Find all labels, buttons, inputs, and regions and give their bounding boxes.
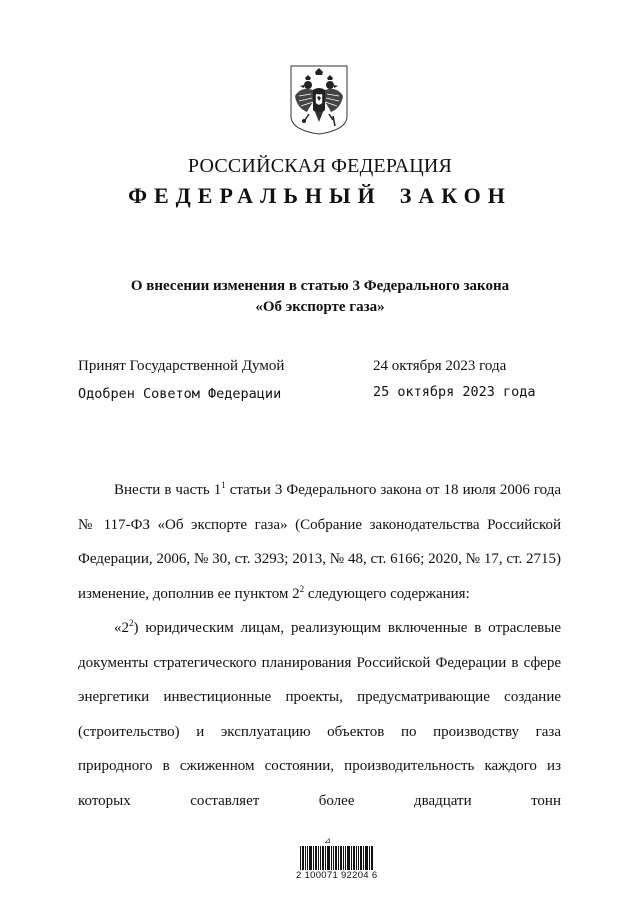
country-name: РОССИЙСКАЯ ФЕДЕРАЦИЯ [187,155,453,177]
coat-of-arms-emblem [287,64,351,136]
law-body [78,473,561,818]
law-title-line1: О внесении изменения в статью 3 Федерального закона [130,278,510,294]
document-type [0,183,640,209]
document-type-word1: ФЕДЕРАЛЬНЫЙ [128,183,382,208]
body-paragraph-1 [78,473,561,611]
approved-label: Одобрен Советом Федерации [78,386,282,402]
body-text-span: статьи 3 Федерального закона от 18 июля 2006 года № 117-ФЗ «Об экспорте газа» (Собрание законодательства Российской Федерации, 2006, № 30, ст. 3293; 2013, № 48, ст. 6166; 2020, № 17, ст. 2715) изменение, дополнив ее пунктом 2 [78,482,561,602]
adopted-label: Принят Государственной Думой [78,358,285,374]
adopted-date: 24 октября 2023 года [373,358,507,374]
law-title [0,276,640,318]
superscript: 2 [299,583,305,594]
superscript: 2 [129,618,134,628]
law-title-line2: «Об экспорте газа» [255,299,385,315]
body-paragraph-2 [78,611,561,818]
double-headed-eagle-icon [287,64,351,136]
barcode-icon [300,846,374,870]
superscript: 1 [221,480,226,490]
approved-date: 25 октября 2023 года [373,384,536,400]
body-text-span: следующего содержания: [304,585,470,602]
body-text-span: ) юридическим лицам, реализующим включенные в отраслевые документы стратегического планирования Российской Федерации в сфере энергетики инвестиционные проекты, предусматривающие создание (строительство) и эксплуатацию объектов по производству газа природного в сжиженном состоянии, производительность каждого из которых составляет более двадцати тонн [78,620,561,809]
body-text-span: «2 [114,620,129,636]
barcode-marker: ⊿ [324,836,331,845]
document-type-word2: ЗАКОН [399,183,512,208]
body-text-span: Внести в часть 1 [114,482,222,498]
barcode-number: 2 100071 92204 6 [296,870,378,881]
